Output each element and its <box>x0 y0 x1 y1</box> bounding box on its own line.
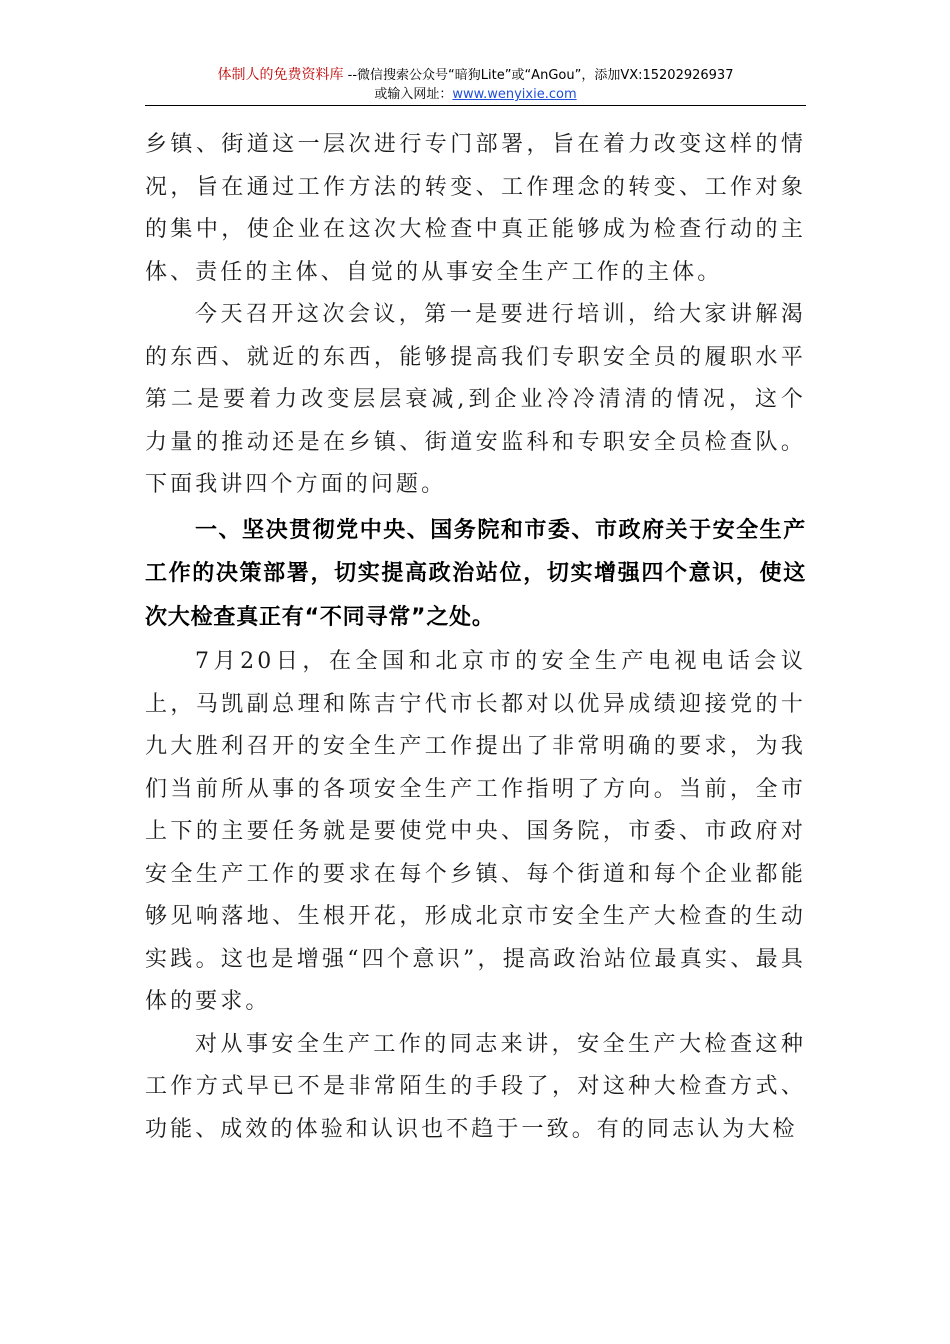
header-url-link[interactable]: www.wenyixie.com <box>452 87 577 102</box>
paragraph-continuation: 乡镇、街道这一层次进行专门部署，旨在着力改变这样的情况，旨在通过工作方法的转变、工作理念的转变、工作对象的集中，使企业在这次大检查中真正能够成为检查行动的主体、责任的主体、自觉的从事安全生产工作的主体。 <box>145 132 806 285</box>
header-line-1 <box>145 66 806 85</box>
header-info: --微信搜索公众号“暗狗Lite”或“AnGou”，添加VX:15202926937 <box>343 68 734 83</box>
document-body <box>145 124 806 1151</box>
paragraph: 对从事安全生产工作的同志来讲，安全生产大检查这种工作方式早已不是非常陌生的手段了，对这种大检查方式、功能、成效的体验和认识也不趋于一致。有的同志认为大检 <box>145 1031 806 1142</box>
header-url-prefix: 或输入网址： <box>374 87 453 102</box>
page-header <box>145 66 806 104</box>
paragraph: 今天召开这次会议，第一是要进行培训，给大家讲解渴的东西、就近的东西，能够提高我们专职安全员的履职水平第二是要着力改变层层衰减,到企业冷冷清清的情况，这个力量的推动还是在乡镇、街道安监科和专职安全员检查队。下面我讲四个方面的问题。 <box>145 302 806 497</box>
header-brand: 体制人的免费资料库 <box>217 67 344 83</box>
section-heading: 一、坚决贯彻党中央、国务院和市委、市政府关于安全生产工作的决策部署，切实提高政治站位，切实增强四个意识，使这次大检查真正有“不同寻常”之处。 <box>145 517 806 630</box>
header-line-2 <box>145 85 806 104</box>
header-divider <box>145 105 806 106</box>
paragraph: 7月20日，在全国和北京市的安全生产电视电话会议上，马凯副总理和陈吉宁代市长都对以优异成绩迎接党的十九大胜利召开的安全生产工作提出了非常明确的要求，为我们当前所从事的各项安全生产工作指明了方向。当前，全市上下的主要任务就是要使党中央、国务院，市委、市政府对安全生产工作的要求在每个乡镇、每个街道和每个企业都能够见响落地、生根开花，形成北京市安全生产大检查的生动实践。这也是增强“四个意识”，提高政治站位最真实、最具体的要求。 <box>145 649 806 1014</box>
